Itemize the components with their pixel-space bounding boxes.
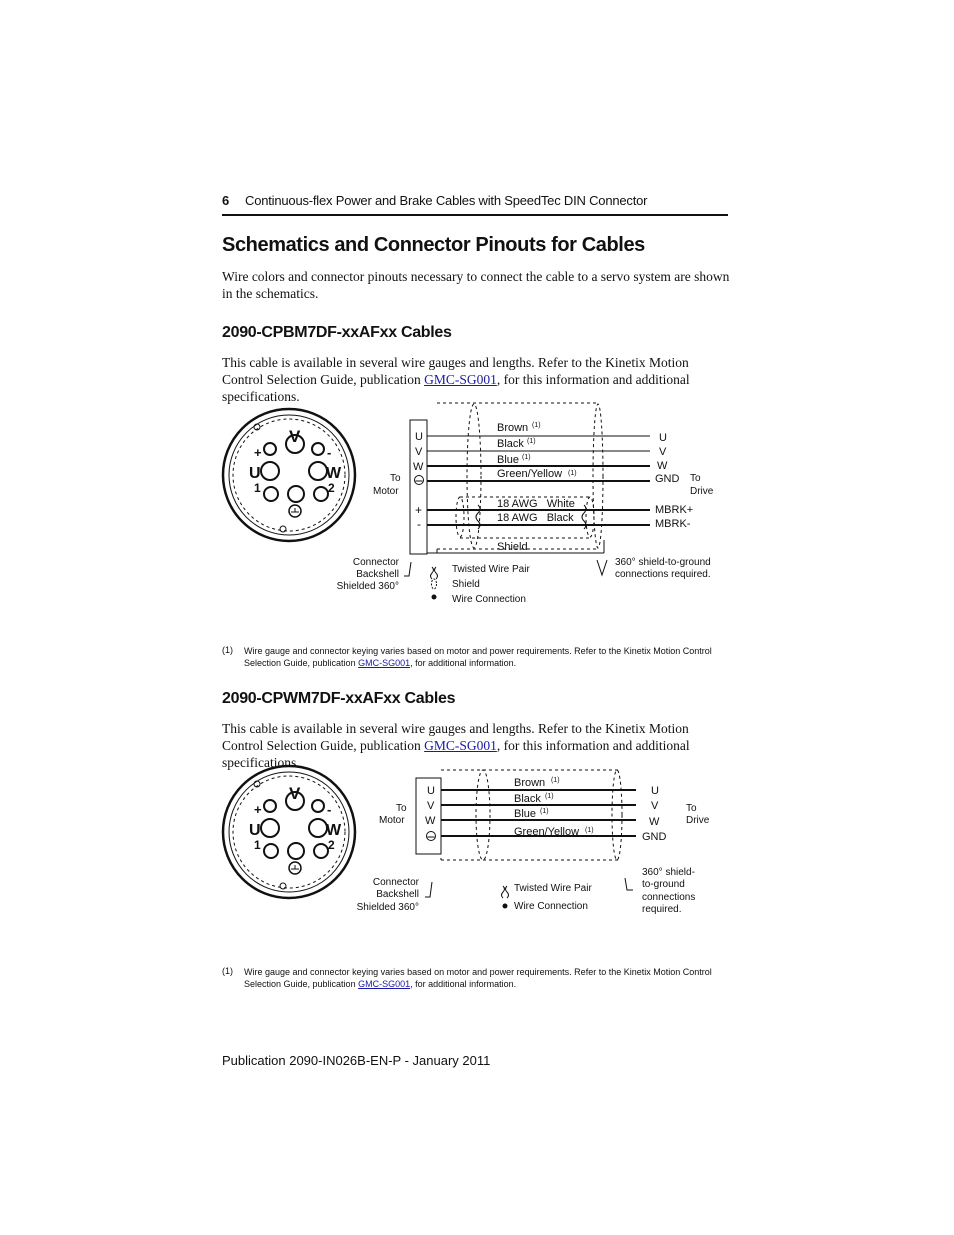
running-header-title: Continuous-flex Power and Brake Cables with SpeedTec DIN Connector [245, 193, 648, 208]
ground-note-1: 360° shield- [642, 867, 695, 878]
section2-text-after: , for this information and additional specifications. [222, 738, 690, 770]
footnote1-text-before: Wire gauge and connector keying varies based on motor and power requirements. Refer to the Kinetix Motion Control Selection Guide, publication [244, 646, 712, 668]
motor-pin-w: W [413, 461, 424, 473]
twisted-pair-legend-icon [502, 886, 509, 898]
pin-label-minus: - [327, 445, 332, 460]
section1-text-before: This cable is available in several wire gauges and lengths. Refer to the Kinetix Motion Control Selection Guide, publication [222, 355, 689, 387]
wire-label-green-yellow: Green/Yellow [497, 468, 563, 480]
drive-pin-v: V [659, 446, 667, 458]
wire-label-brown: Brown [514, 777, 546, 789]
pin-label-u: U [249, 822, 261, 839]
footnote-mark-brown: (1) [551, 777, 560, 784]
drive-pin-u: U [659, 432, 667, 444]
to-motor-label-2: Motor [379, 815, 405, 826]
to-drive-label-1: To [686, 803, 697, 814]
footnote-mark-brown: (1) [532, 422, 541, 429]
wire-label-blue: Blue [497, 454, 520, 466]
footnote-mark-green-yellow: (1) [568, 470, 577, 477]
pin-label-1: 1 [254, 481, 261, 495]
footnote2-text-before: Wire gauge and connector keying varies based on motor and power requirements. Refer to the Kinetix Motion Control Selection Guide, publication [244, 967, 712, 989]
ground-note-2: to-ground [642, 879, 685, 890]
drive-pin-v: V [651, 800, 659, 812]
motor-pin-minus: - [417, 517, 421, 531]
wire-label-awg-black: 18 AWG Black [497, 512, 574, 524]
footnote1-gmc-link[interactable]: GMC-SG001 [358, 658, 411, 668]
wire-label-black: Black [497, 438, 524, 450]
wire-label-brown: Brown [497, 422, 529, 434]
drive-pin-w: W [657, 460, 668, 472]
to-motor-label-2: Motor [373, 486, 399, 497]
footnote-mark-blue: (1) [540, 808, 549, 815]
to-motor-label-1: To [390, 473, 401, 484]
footnote2-text-after: , for additional information. [410, 979, 517, 989]
backshell-pointer [425, 882, 432, 897]
footnote-mark-green-yellow: (1) [585, 827, 594, 834]
ground-note-3: connections [642, 892, 696, 903]
ground-note-pointer [625, 878, 633, 890]
pin-label-1: 1 [254, 838, 261, 852]
ground-note-2: connections required. [615, 569, 711, 580]
to-motor-label-1: To [396, 803, 407, 814]
backshell-label-3: Shielded 360° [356, 902, 419, 913]
legend-twisted-pair: Twisted Wire Pair [514, 883, 592, 894]
to-drive-label-2: Drive [686, 815, 710, 826]
motor-pin-u: U [415, 431, 423, 443]
footnote2-gmc-link[interactable]: GMC-SG001 [358, 979, 411, 989]
pin-label-plus: + [254, 445, 262, 460]
drive-pin-mbrk-minus: MBRK- [655, 518, 691, 530]
footnote2-text [244, 966, 744, 990]
legend-shield: Shield [452, 579, 480, 590]
footnote-mark-blue: (1) [522, 454, 531, 461]
wire-connection-legend-icon [503, 904, 508, 909]
section2-heading: 2090-CPWM7DF-xxAFxx Cables [222, 690, 456, 707]
pin-label-plus: + [254, 802, 262, 817]
footnote1-number: (1) [222, 645, 233, 655]
pin-label-u: U [249, 465, 261, 482]
drive-pin-mbrk-plus: MBRK+ [655, 504, 694, 516]
page-number: 6 [222, 193, 230, 208]
ground-icon [427, 832, 436, 841]
motor-pin-u: U [427, 785, 435, 797]
section2-text-before: This cable is available in several wire gauges and lengths. Refer to the Kinetix Motion Control Selection Guide, publication [222, 721, 689, 753]
footnote-mark-black: (1) [527, 438, 536, 445]
section2-gmc-link[interactable]: GMC-SG001 [424, 738, 497, 753]
drive-pin-w: W [649, 816, 660, 828]
motor-pin-plus: + [415, 503, 423, 517]
publication-footer: Publication 2090-IN026B-EN-P - January 2011 [222, 1053, 491, 1068]
wire-label-awg-white: 18 AWG White [497, 498, 575, 510]
shield-label: Shield [497, 541, 528, 553]
motor-pin-w: W [425, 815, 436, 827]
legend-twisted-pair: Twisted Wire Pair [452, 564, 530, 575]
wire-label-green-yellow: Green/Yellow [514, 826, 580, 838]
footnote1-text-after: , for additional information. [410, 658, 517, 668]
drive-pin-gnd: GND [655, 473, 680, 485]
to-drive-label-1: To [690, 473, 701, 484]
pin-label-2: 2 [328, 481, 335, 495]
pin-label-v: V [289, 427, 301, 446]
backshell-label-2: Backshell [376, 889, 419, 900]
intro-paragraph: Wire colors and connector pinouts necessary to connect the cable to a servo system are shown in the schematics. [222, 269, 730, 301]
ground-note-4: required. [642, 904, 682, 915]
wire-label-blue: Blue [514, 808, 537, 820]
backshell-label-3: Shielded 360° [336, 581, 399, 592]
backshell-label-2: Backshell [356, 569, 399, 580]
section1-text-after: , for this information and additional specifications. [222, 372, 690, 404]
pin-label-minus: - [327, 802, 332, 817]
pin-label-2: 2 [328, 838, 335, 852]
backshell-label-1: Connector [352, 557, 399, 568]
pin-label-v: V [289, 784, 301, 803]
motor-pin-v: V [415, 446, 423, 458]
ground-note-1: 360° shield-to-ground [615, 557, 711, 568]
footnote-mark-black: (1) [545, 793, 554, 800]
to-drive-label-2: Drive [690, 486, 714, 497]
section1-heading: 2090-CPBM7DF-xxAFxx Cables [222, 324, 452, 341]
legend-wire-connection: Wire Connection [514, 901, 588, 912]
pin-label-w: W [326, 465, 342, 482]
section1-gmc-link[interactable]: GMC-SG001 [424, 372, 497, 387]
wire-label-black: Black [514, 793, 541, 805]
motor-pin-v: V [427, 800, 435, 812]
drive-pin-u: U [651, 785, 659, 797]
pin-label-w: W [326, 822, 342, 839]
footnote2-number: (1) [222, 966, 233, 976]
page-heading: Schematics and Connector Pinouts for Cables [222, 234, 645, 256]
drive-pin-gnd: GND [642, 831, 667, 843]
backshell-label-1: Connector [372, 877, 419, 888]
legend-wire-connection: Wire Connection [452, 594, 526, 605]
